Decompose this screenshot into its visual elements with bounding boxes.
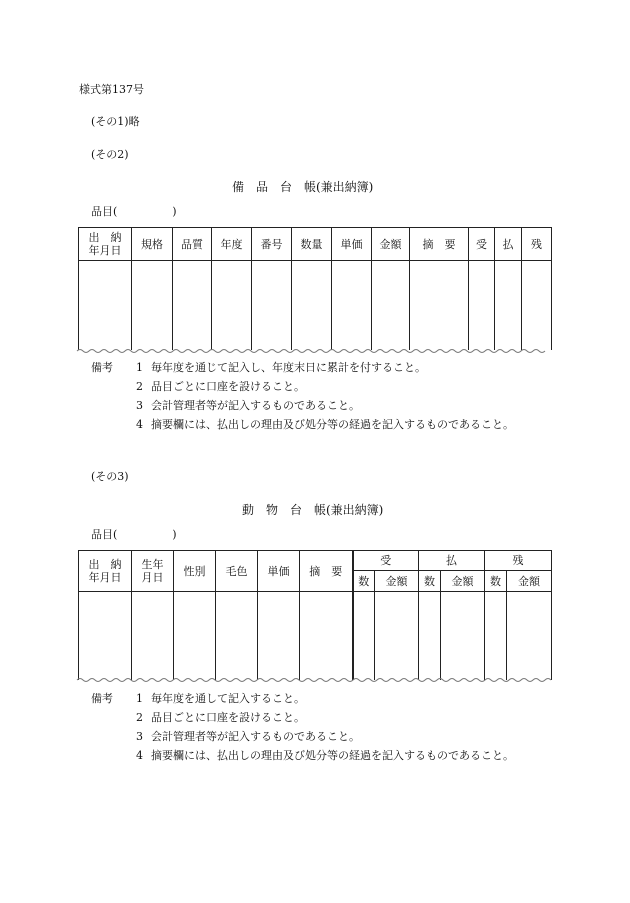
note-text: 会計管理者等が記入するものであること。	[151, 730, 360, 743]
note-number: 2	[136, 380, 143, 393]
table-cell[interactable]	[522, 261, 552, 350]
col-header-color: 毛色	[216, 551, 258, 592]
col-header-paid: 払	[495, 228, 522, 261]
col-header-date: 出 納 年月日	[79, 228, 132, 261]
col-subheader-count: 数	[485, 571, 507, 592]
table-cell[interactable]	[507, 592, 552, 680]
part3-label: (その3)	[91, 470, 129, 483]
col-header-sex: 性別	[174, 551, 216, 592]
table1-item-label: 品目( )	[91, 205, 177, 218]
col-group-balance: 残	[485, 551, 552, 571]
col-subheader-amount: 金額	[375, 571, 419, 592]
table-cell[interactable]	[258, 592, 300, 680]
table-cell[interactable]	[375, 592, 419, 680]
col-subheader-count: 数	[419, 571, 441, 592]
col-subheader-amount: 金額	[441, 571, 485, 592]
note-item	[91, 396, 514, 415]
notes-label: 備考	[91, 692, 113, 705]
col-header-unit-price: 単価	[332, 228, 372, 261]
col-group-received: 受	[353, 551, 419, 571]
table1-notes	[91, 358, 514, 434]
col-header-received: 受	[469, 228, 495, 261]
note-item	[91, 727, 514, 746]
note-text: 会計管理者等が記入するものであること。	[151, 399, 360, 412]
note-number: 4	[136, 418, 143, 431]
table-cell[interactable]	[495, 261, 522, 350]
note-number: 1	[136, 361, 143, 374]
col-header-remarks: 摘 要	[300, 551, 353, 592]
note-item	[91, 358, 514, 377]
table1-title: 備 品 台 帳(兼出納簿)	[232, 180, 374, 194]
note-item	[91, 689, 514, 708]
note-text: 摘要欄には、払出しの理由及び処分等の経過を記入するものであること。	[151, 418, 514, 431]
col-subheader-amount: 金額	[507, 571, 552, 592]
table2-title: 動 物 台 帳(兼出納簿)	[242, 503, 384, 517]
col-header-unit-price: 単価	[258, 551, 300, 592]
table-cell[interactable]	[419, 592, 441, 680]
col-header-balance: 残	[522, 228, 552, 261]
note-number: 1	[136, 692, 143, 705]
table-cell[interactable]	[485, 592, 507, 680]
table-cell[interactable]	[372, 261, 410, 350]
col-header-spec: 規格	[132, 228, 173, 261]
notes-label: 備考	[91, 361, 113, 374]
note-item	[91, 415, 514, 434]
table2-notes	[91, 689, 514, 765]
table-cell[interactable]	[79, 592, 132, 680]
col-header-remarks: 摘 要	[410, 228, 469, 261]
table1-header-row	[79, 228, 552, 261]
table-cell[interactable]	[132, 261, 173, 350]
note-number: 3	[136, 399, 143, 412]
note-item	[91, 377, 514, 396]
note-number: 3	[136, 730, 143, 743]
form-number: 様式第137号	[79, 83, 144, 96]
note-number: 4	[136, 749, 143, 762]
table-cell[interactable]	[300, 592, 353, 680]
table1	[78, 227, 552, 350]
col-header-amount: 金額	[372, 228, 410, 261]
note-text: 品目ごとに口座を設けること。	[151, 380, 305, 393]
table1-entry-row	[79, 261, 552, 350]
table-cell[interactable]	[353, 592, 375, 680]
note-text: 摘要欄には、払出しの理由及び処分等の経過を記入するものであること。	[151, 749, 514, 762]
col-group-paid: 払	[419, 551, 485, 571]
part2-label: (その2)	[91, 148, 129, 161]
table-cell[interactable]	[332, 261, 372, 350]
col-subheader-count: 数	[353, 571, 375, 592]
table2-entry-row	[79, 592, 552, 680]
table-cell[interactable]	[174, 592, 216, 680]
table2-header-row	[79, 551, 552, 571]
table2	[78, 550, 552, 680]
col-header-year: 年度	[212, 228, 252, 261]
col-header-date: 出 納 年月日	[79, 551, 132, 592]
table2-item-label: 品目( )	[91, 528, 177, 541]
table-cell[interactable]	[79, 261, 132, 350]
note-item	[91, 746, 514, 765]
note-number: 2	[136, 711, 143, 724]
table-cell[interactable]	[216, 592, 258, 680]
part1-label: (その1)略	[91, 115, 140, 128]
table-cell[interactable]	[212, 261, 252, 350]
table-cell[interactable]	[469, 261, 495, 350]
note-text: 毎年度を通して記入すること。	[151, 692, 305, 705]
table2-break-line	[76, 676, 554, 684]
table-cell[interactable]	[132, 592, 174, 680]
col-header-quality: 品質	[173, 228, 212, 261]
note-item	[91, 708, 514, 727]
col-header-birthdate: 生年 月日	[132, 551, 174, 592]
note-text: 毎年度を通じて記入し、年度末日に累計を付すること。	[151, 361, 426, 374]
col-header-number: 番号	[252, 228, 292, 261]
note-text: 品目ごとに口座を設けること。	[151, 711, 305, 724]
table-cell[interactable]	[441, 592, 485, 680]
table-cell[interactable]	[292, 261, 332, 350]
col-header-quantity: 数量	[292, 228, 332, 261]
table-cell[interactable]	[173, 261, 212, 350]
table1-break-line	[76, 347, 554, 355]
table-cell[interactable]	[410, 261, 469, 350]
table-cell[interactable]	[252, 261, 292, 350]
